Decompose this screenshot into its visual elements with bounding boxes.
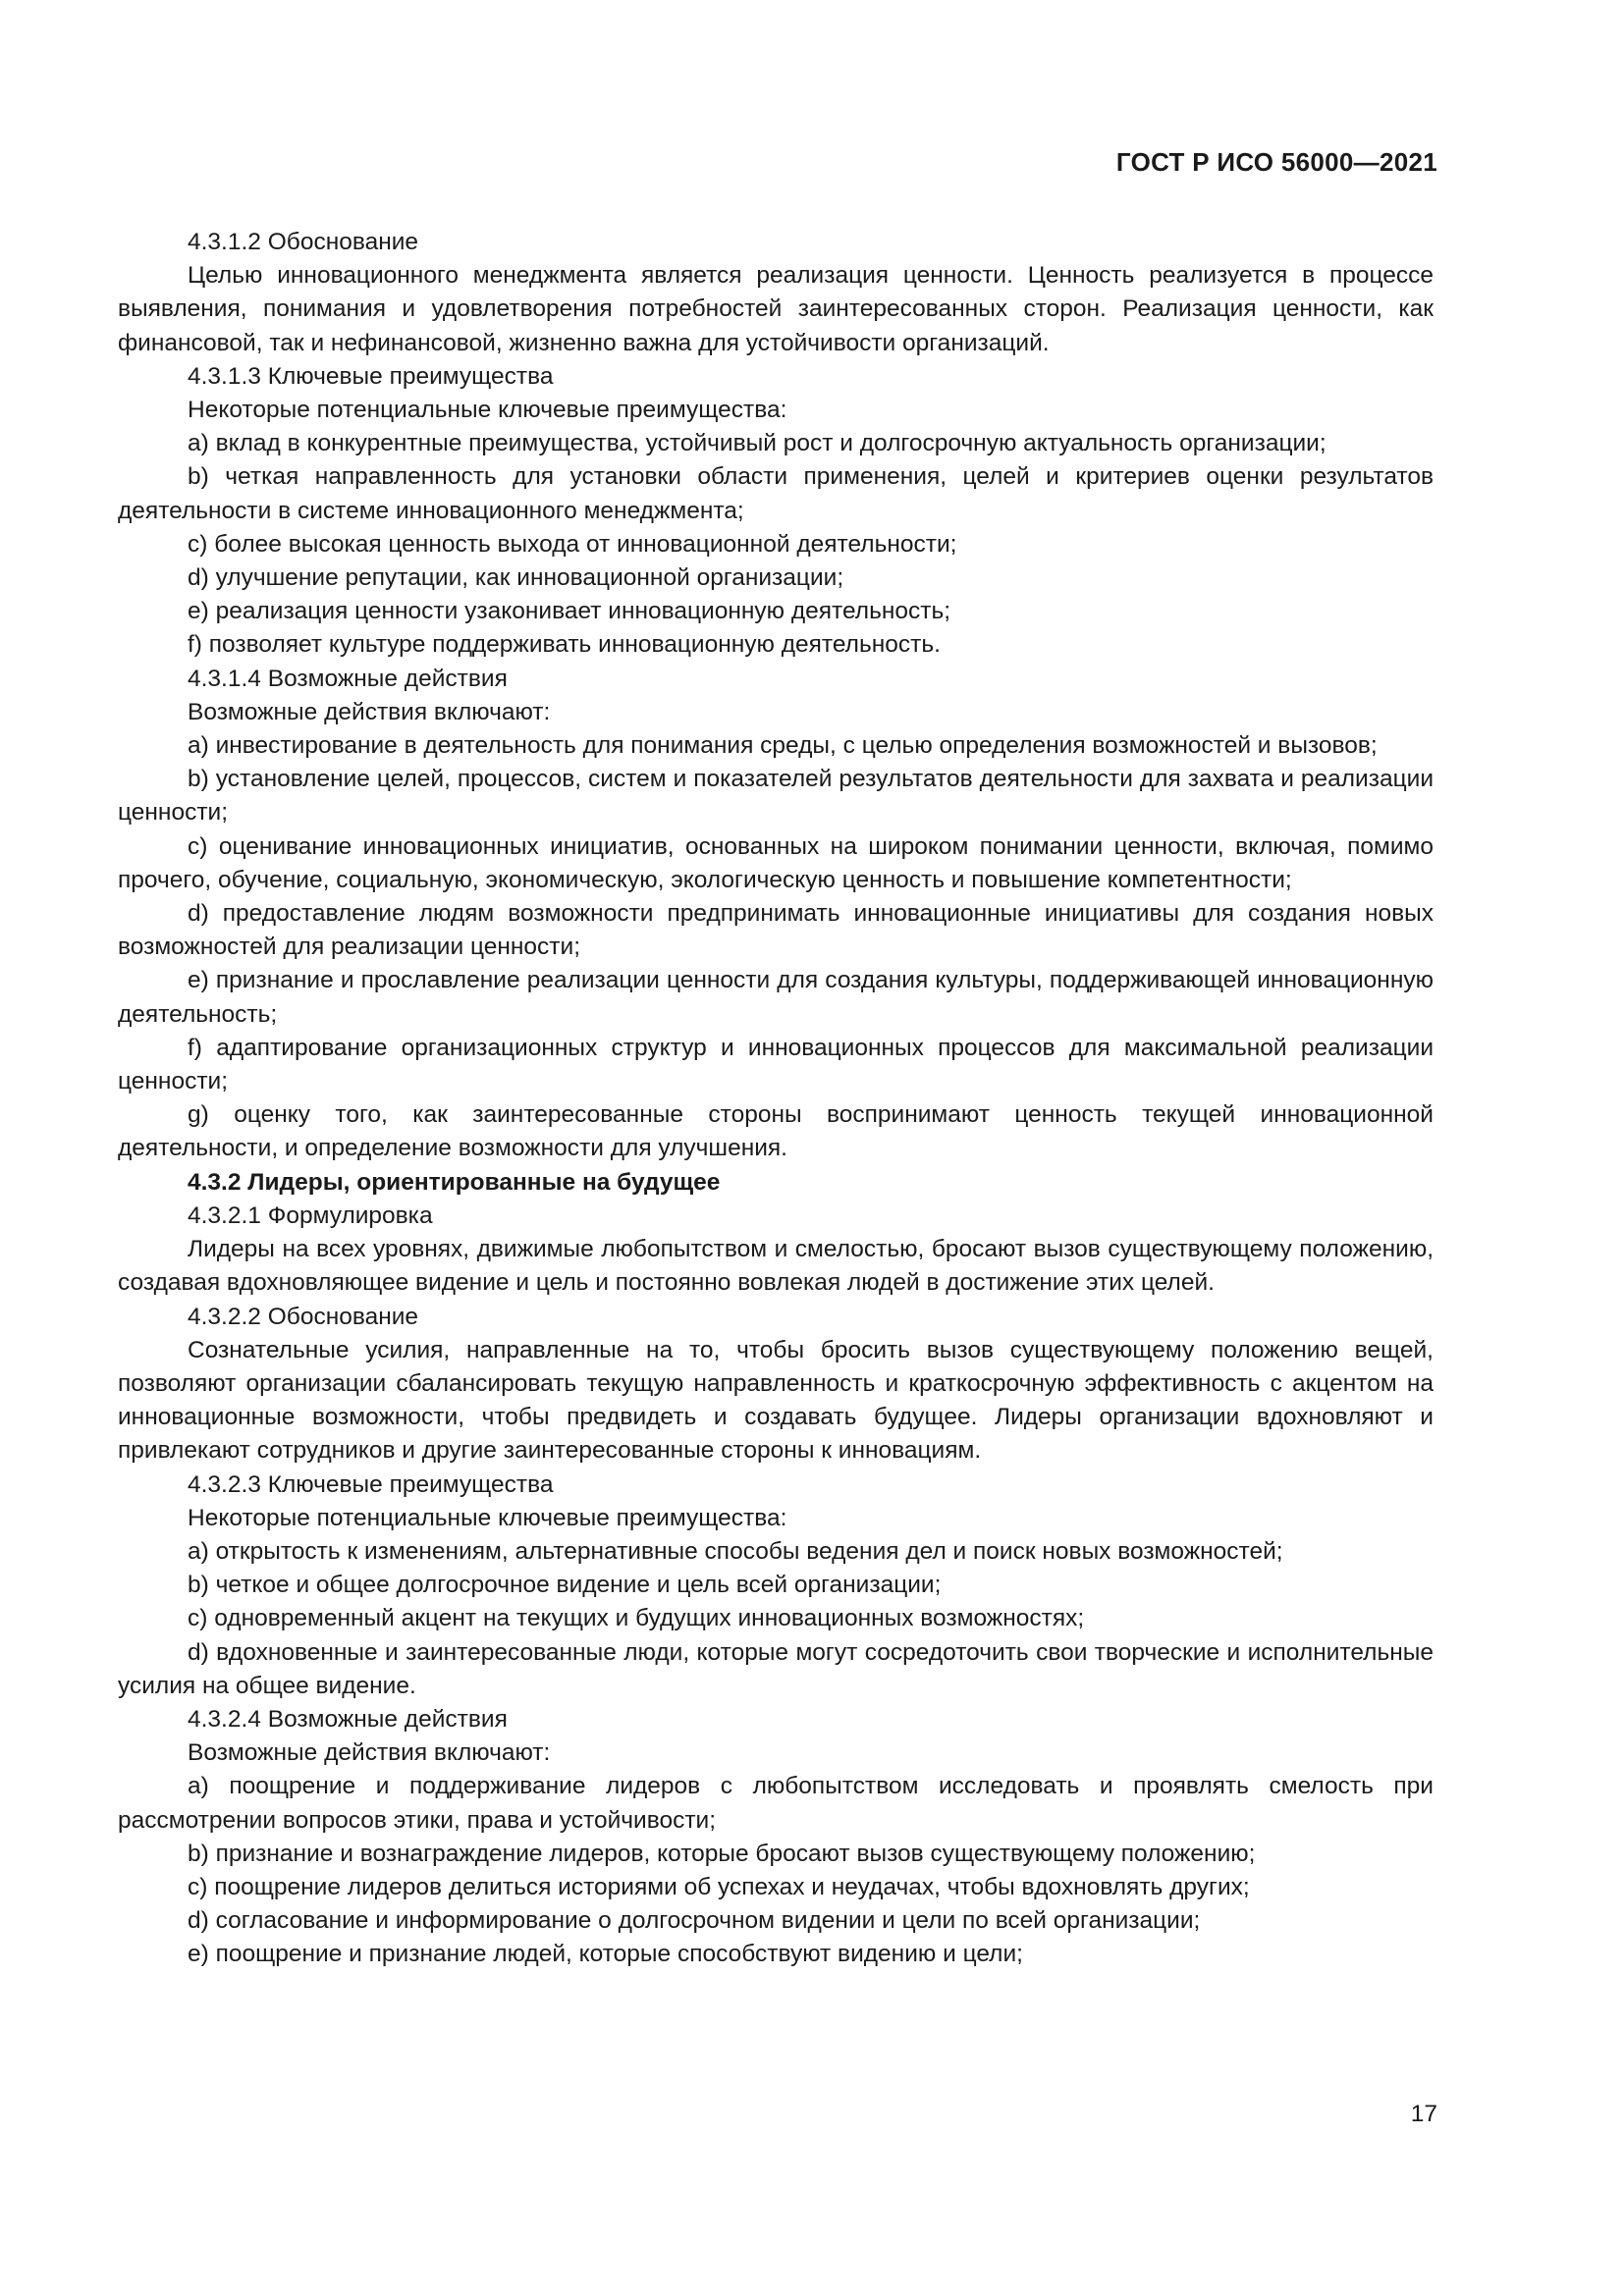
paragraph: c) более высокая ценность выхода от инновационной деятельности;	[188, 530, 957, 558]
paragraph: b) признание и вознаграждение лидеров, которые бросают вызов существующему положению;	[188, 1840, 1256, 1867]
paragraph: e) признание и прославление реализации ценности для создания культуры, поддерживающей инновационную деятельность;	[118, 967, 1434, 1028]
paragraph: Некоторые потенциальные ключевые преимущества:	[188, 397, 787, 424]
paragraph: c) оценивание инновационных инициатив, основанных на широком понимании ценности, включая, помимо прочего, обучение, социальную, экономическую, экологическую ценность и повышение компетентности;	[118, 832, 1434, 893]
paragraph: Возможные действия включают:	[188, 698, 551, 725]
paragraph: c) одновременный акцент на текущих и будущих инновационных возможностях;	[188, 1605, 1085, 1632]
paragraph: a) поощрение и поддерживание лидеров с любопытством исследовать и проявлять смелость при рассмотрении вопросов этики, права и устойчивости;	[118, 1773, 1434, 1834]
paragraph: 4.3.2.1 Формулировка	[188, 1201, 433, 1229]
document-body	[118, 226, 1434, 1972]
paragraph: d) вдохновенные и заинтересованные люди, которые могут сосредоточить свои творческие и исполнительные усилия на общее видение.	[118, 1638, 1434, 1699]
paragraph: Лидеры на всех уровнях, движимые любопытством и смелостью, бросают вызов существующему положению, создавая вдохновляющее видение и цель и постоянно вовлекая людей в достижение этих целей.	[118, 1236, 1434, 1297]
paragraph: c) поощрение лидеров делиться историями об успехах и неудачах, чтобы вдохновлять других;	[188, 1873, 1250, 1900]
paragraph: d) улучшение репутации, как инновационной организации;	[188, 564, 844, 592]
paragraph: Возможные действия включают:	[188, 1739, 551, 1767]
paragraph: 4.3.1.3 Ключевые преимущества	[188, 362, 554, 390]
standard-designation: ГОСТ Р ИСО 56000—2021	[1115, 147, 1437, 177]
paragraph: f) позволяет культуре поддерживать инновационную деятельность.	[188, 631, 941, 659]
paragraph: Целью инновационного менеджмента является реализация ценности. Ценность реализуется в процессе выявления, понимания и удовлетворения потребностей заинтересованных сторон. Реализация ценности, как финансовой, так и нефинансовой, жизненно важна для устойчивости организаций.	[118, 262, 1434, 356]
paragraph: 4.3.2.2 Обоснование	[188, 1303, 419, 1330]
paragraph: 4.3.2.3 Ключевые преимущества	[188, 1470, 554, 1498]
paragraph: e) поощрение и признание людей, которые способствуют видению и цели;	[188, 1941, 1023, 1968]
paragraph: g) оценку того, как заинтересованные стороны воспринимают ценность текущей инновационной деятельности, и определение возможности для улучшения.	[118, 1101, 1434, 1162]
paragraph: b) четкая направленность для установки области применения, целей и критериев оценки результатов деятельности в системе инновационного менеджмента;	[118, 463, 1434, 524]
paragraph: d) предоставление людям возможности предпринимать инновационные инициативы для создания новых возможностей для реализации ценности;	[118, 900, 1434, 961]
page-number: 17	[1410, 2101, 1437, 2127]
paragraph: e) реализация ценности узаконивает инновационную деятельность;	[188, 598, 951, 625]
paragraph: f) адаптирование организационных структур и инновационных процессов для максимальной реализации ценности;	[118, 1034, 1434, 1095]
paragraph: 4.3.1.2 Обоснование	[188, 229, 419, 255]
paragraph: a) открытость к изменениям, альтернативные способы ведения дел и поиск новых возможностей;	[188, 1537, 1283, 1565]
paragraph: d) согласование и информирование о долгосрочном видении и цели по всей организации;	[188, 1907, 1201, 1935]
paragraph: b) четкое и общее долгосрочное видение и цель всей организации;	[188, 1572, 942, 1599]
paragraph: 4.3.2.4 Возможные действия	[188, 1705, 508, 1733]
paragraph: 4.3.1.4 Возможные действия	[188, 665, 508, 692]
paragraph: a) инвестирование в деятельность для понимания среды, с целью определения возможностей и вызовов;	[188, 732, 1378, 760]
section-heading: 4.3.2 Лидеры, ориентированные на будущее	[188, 1168, 721, 1196]
paragraph: a) вклад в конкурентные преимущества, устойчивый рост и долгосрочную актуальность организации;	[188, 430, 1326, 457]
paragraph: Некоторые потенциальные ключевые преимущества:	[188, 1504, 787, 1531]
paragraph: b) установление целей, процессов, систем и показателей результатов деятельности для захвата и реализации ценности;	[118, 766, 1434, 827]
paragraph: Сознательные усилия, направленные на то, чтобы бросить вызов существующему положению вещей, позволяют организации сбалансировать текущую направленность и краткосрочную эффективность с акцентом на инновационные возможности, чтобы предвидеть и создавать будущее. Лидеры организации вдохновляют и привлекают сотрудников и другие заинтересованные стороны к инновациям.	[118, 1336, 1434, 1465]
